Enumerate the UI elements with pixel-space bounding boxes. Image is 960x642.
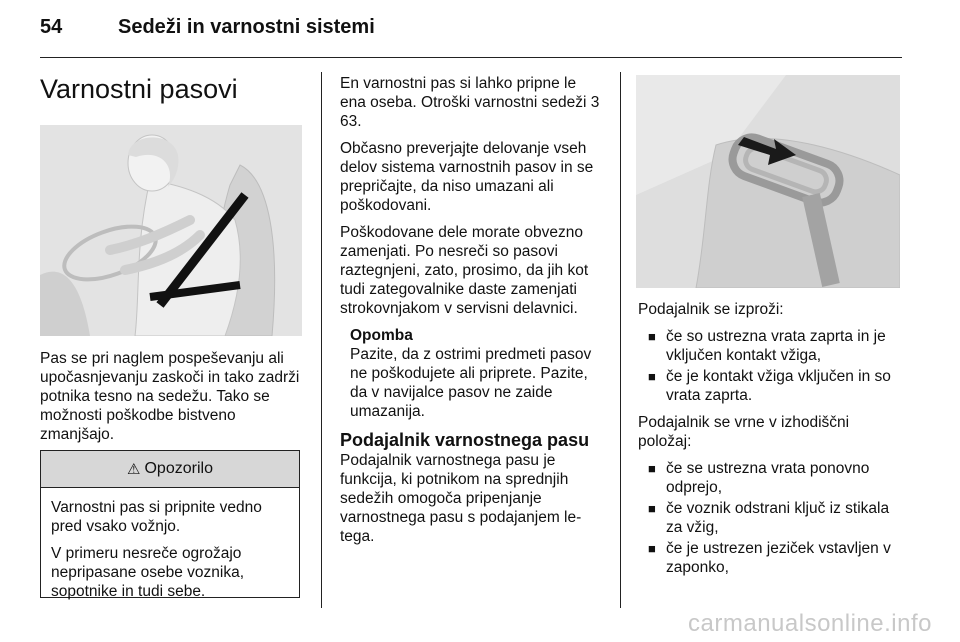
- subheading-belt-presenter: Podajalnik varnostnega pasu: [340, 430, 590, 450]
- return-intro: Podajalnik se vrne v izhodiščni položaj:: [638, 414, 850, 450]
- column-divider-1: [321, 72, 322, 608]
- trigger-list: [638, 327, 904, 405]
- chapter-title: Sedeži in varnostni sistemi: [118, 16, 375, 38]
- paragraph-belt-presenter: Podajalnik varnostnega pasu je funkcija, ki potnikom na sprednjih sedežih omogoča pripenjanje varnostnega pasu s podajanjem le-tega.: [340, 452, 582, 545]
- paragraph-inspection: Občasno preverjajte delovanje vseh delov sistema varnostnih pasov in se prepričajte, da niso umazani ali poškodovani.: [340, 140, 594, 214]
- header-rule: [40, 57, 902, 58]
- warning-body: [41, 488, 299, 601]
- bullet-square-icon: ■: [648, 501, 656, 516]
- list-item: ■ če je ustrezen jeziček vstavljen v zaponko,: [648, 540, 891, 576]
- return-list: [638, 459, 904, 577]
- list-item: ■ če so ustrezna vrata zaprta in je vključen kontakt vžiga,: [648, 328, 886, 364]
- paragraph-one-person-text: En varnostni pas si lahko pripne le ena oseba. Otroški varnostni sedeži: [340, 75, 587, 111]
- paragraph-replacement: Poškodovane dele morate obvezno zamenjati. Po nesreči so pasovi raztegnjeni, zato, prosimo, da jih kot tudi zategovalnike daste zamenjati strokovnjakom v servisni delavnici.: [340, 224, 589, 317]
- section-title: Varnostni pasovi: [40, 74, 238, 104]
- page-reference: 3 63.: [340, 94, 600, 130]
- page-header: [40, 16, 920, 46]
- column-2-text: [340, 74, 606, 554]
- intro-paragraph: Pas se pri naglem pospeševanju ali upočasnjevanju zaskoči in tako zadrži potnika tesno na sedežu. Tako se možnosti poškodbe bistveno zmanjšajo.: [40, 350, 300, 443]
- seatbelt-illustration: [40, 125, 302, 336]
- note-block: [350, 326, 606, 421]
- warning-paragraph-1: Varnostni pas si pripnite vedno pred vsako vožnjo.: [51, 499, 262, 535]
- warning-paragraph-2: V primeru nesreče ogrožajo nepripasane osebe voznika, sopotnike in tudi sebe.: [51, 545, 245, 600]
- warning-header: [41, 451, 299, 488]
- bullet-square-icon: ■: [648, 461, 656, 476]
- trigger-intro: Podajalnik se izproži:: [638, 301, 784, 318]
- page-number: 54: [40, 16, 63, 38]
- warning-title: Opozorilo: [144, 460, 213, 477]
- note-text: Pazite, da z ostrimi predmeti pasov ne poškodujete ali priprete. Pazite, da v navijalce pasov ne zaide umazanija.: [350, 346, 592, 420]
- warning-triangle-icon: ⚠: [127, 461, 141, 478]
- note-title: Opomba: [350, 327, 413, 344]
- belt-presenter-illustration: [636, 75, 900, 288]
- bullet-square-icon: ■: [648, 541, 656, 556]
- paragraph-one-person: [340, 74, 606, 131]
- column-3-text: [638, 300, 904, 585]
- bullet-square-icon: ■: [648, 369, 656, 384]
- bullet-square-icon: ■: [648, 329, 656, 344]
- list-item: ■ če je kontakt vžiga vključen in so vrata zaprta.: [648, 368, 891, 404]
- list-item: ■ če se ustrezna vrata ponovno odprejo,: [648, 460, 870, 496]
- warning-box: [40, 450, 300, 598]
- list-item: ■ če voznik odstrani ključ iz stikala za vžig,: [648, 500, 890, 536]
- watermark: carmanualsonline.info: [688, 610, 932, 637]
- column-divider-2: [620, 72, 621, 608]
- column-1-text: [40, 349, 302, 452]
